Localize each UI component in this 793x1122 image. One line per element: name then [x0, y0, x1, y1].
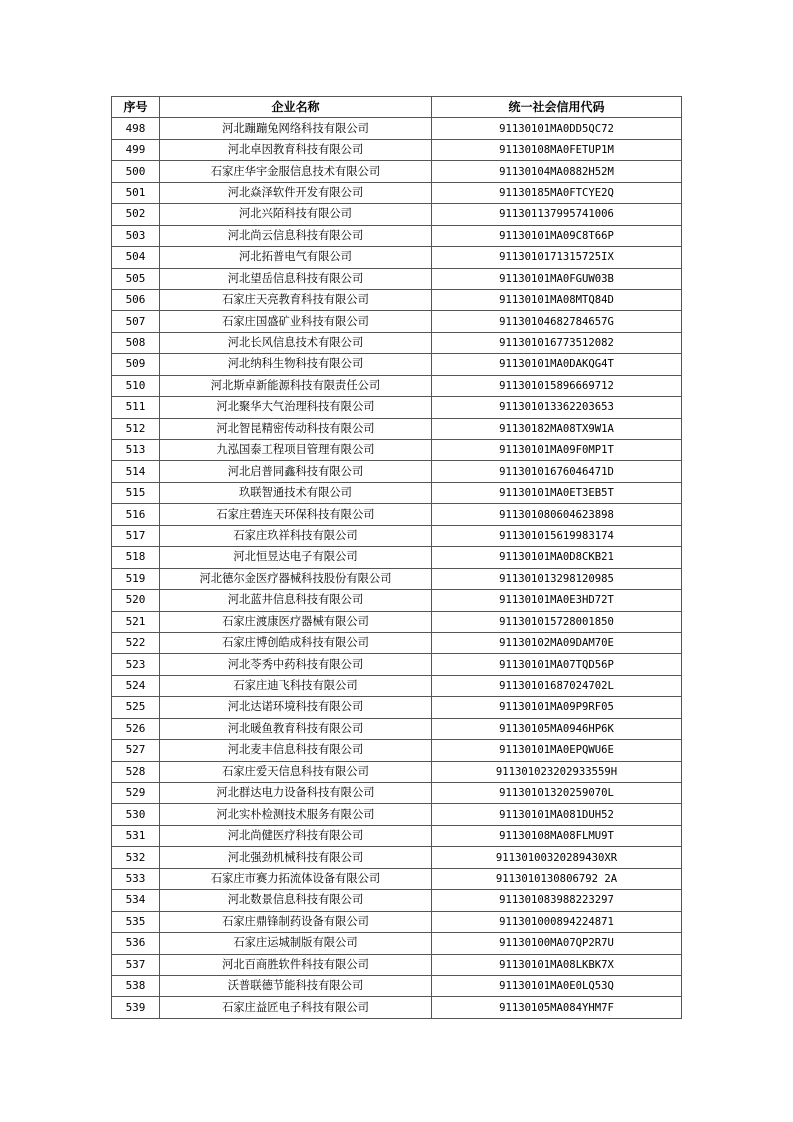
credit-code-cell: 911301015728001850 [432, 611, 682, 632]
serial-number-cell: 500 [112, 161, 160, 182]
table-row [112, 161, 682, 182]
company-name-cell: 石家庄渡康医疗器械有限公司 [160, 611, 432, 632]
credit-code-cell: 9113010171315725IX [432, 247, 682, 268]
serial-number-cell: 530 [112, 804, 160, 825]
serial-number-cell: 539 [112, 997, 160, 1018]
table-row [112, 654, 682, 675]
table-row [112, 461, 682, 482]
credit-code-cell: 91130101MA081DUH52 [432, 804, 682, 825]
company-name-cell: 河北蹦蹦兔网络科技有限公司 [160, 118, 432, 139]
serial-number-cell: 523 [112, 654, 160, 675]
table-row [112, 182, 682, 203]
company-name-cell: 河北尚健医疗科技有限公司 [160, 825, 432, 846]
company-name-cell: 河北蓝井信息科技有限公司 [160, 590, 432, 611]
table-row [112, 247, 682, 268]
table-row [112, 504, 682, 525]
company-name-cell: 河北群达电力设备科技有限公司 [160, 783, 432, 804]
serial-number-cell: 514 [112, 461, 160, 482]
table-row [112, 761, 682, 782]
credit-code-cell: 91130101MA0D8CKB21 [432, 547, 682, 568]
company-registry-table [111, 96, 682, 1019]
serial-number-cell: 537 [112, 954, 160, 975]
serial-number-cell: 521 [112, 611, 160, 632]
table-row [112, 611, 682, 632]
company-name-cell: 河北暖鱼教育科技有限公司 [160, 718, 432, 739]
table-row [112, 311, 682, 332]
serial-number-cell: 529 [112, 783, 160, 804]
company-name-cell: 河北苓秀中药科技有限公司 [160, 654, 432, 675]
company-name-cell: 河北聚华大气治理科技有限公司 [160, 397, 432, 418]
credit-code-cell: 9113010130806792 2A [432, 868, 682, 889]
serial-number-cell: 532 [112, 847, 160, 868]
company-name-cell: 石家庄市赛力拓流体设备有限公司 [160, 868, 432, 889]
serial-number-cell: 515 [112, 482, 160, 503]
table-row [112, 568, 682, 589]
credit-code-cell: 91130101MA08MTQ84D [432, 289, 682, 310]
company-name-cell: 河北长风信息技术有限公司 [160, 332, 432, 353]
company-name-cell: 石家庄益匠电子科技有限公司 [160, 997, 432, 1018]
credit-code-cell: 91130101MA07TQD56P [432, 654, 682, 675]
serial-number-cell: 513 [112, 440, 160, 461]
serial-number-cell: 520 [112, 590, 160, 611]
company-name-cell: 石家庄运城制版有限公司 [160, 933, 432, 954]
credit-code-cell: 911301016773512082 [432, 332, 682, 353]
table-row [112, 440, 682, 461]
company-name-cell: 石家庄博创皓成科技有限公司 [160, 632, 432, 653]
table-header-row [112, 97, 682, 118]
credit-code-cell: 91130100320289430XR [432, 847, 682, 868]
company-name-cell: 石家庄鼎锋制药设备有限公司 [160, 911, 432, 932]
serial-number-cell: 534 [112, 890, 160, 911]
company-name-cell: 河北实朴检测技术服务有限公司 [160, 804, 432, 825]
serial-number-cell: 510 [112, 375, 160, 396]
credit-code-cell: 911301080604623898 [432, 504, 682, 525]
table-row [112, 697, 682, 718]
credit-code-cell: 91130101676046471D [432, 461, 682, 482]
company-name-cell: 河北纳科生物科技有限公司 [160, 354, 432, 375]
table-row [112, 675, 682, 696]
header-credit-code: 统一社会信用代码 [432, 97, 682, 118]
table-row [112, 868, 682, 889]
company-name-cell: 河北百商胜软件科技有限公司 [160, 954, 432, 975]
credit-code-cell: 91130101320259070L [432, 783, 682, 804]
company-name-cell: 河北拓普电气有限公司 [160, 247, 432, 268]
credit-code-cell: 91130100MA07QP2R7U [432, 933, 682, 954]
table-row [112, 418, 682, 439]
credit-code-cell: 911301013362203653 [432, 397, 682, 418]
credit-code-cell: 91130105MA0946HP6K [432, 718, 682, 739]
serial-number-cell: 527 [112, 740, 160, 761]
company-name-cell: 河北数景信息科技有限公司 [160, 890, 432, 911]
table-row [112, 482, 682, 503]
table-row [112, 139, 682, 160]
serial-number-cell: 526 [112, 718, 160, 739]
credit-code-cell: 91130101MA0E0LQ53Q [432, 975, 682, 996]
credit-code-cell: 911301015896669712 [432, 375, 682, 396]
table-row [112, 975, 682, 996]
company-name-cell: 河北焱泽软件开发有限公司 [160, 182, 432, 203]
table-row [112, 268, 682, 289]
credit-code-cell: 911301015619983174 [432, 525, 682, 546]
table-row [112, 804, 682, 825]
table-row [112, 997, 682, 1018]
credit-code-cell: 91130102MA09DAM70E [432, 632, 682, 653]
credit-code-cell: 911301013298120985 [432, 568, 682, 589]
serial-number-cell: 519 [112, 568, 160, 589]
credit-code-cell: 91130105MA084YHM7F [432, 997, 682, 1018]
credit-code-cell: 91130101MA0E3HD72T [432, 590, 682, 611]
credit-code-cell: 91130101687024702L [432, 675, 682, 696]
table-row [112, 225, 682, 246]
credit-code-cell: 91130101MA09C8T66P [432, 225, 682, 246]
table-row [112, 911, 682, 932]
company-name-cell: 石家庄迪飞科技有限公司 [160, 675, 432, 696]
serial-number-cell: 531 [112, 825, 160, 846]
credit-code-cell: 91130108MA08FLMU9T [432, 825, 682, 846]
credit-code-cell: 91130101MA0ET3EB5T [432, 482, 682, 503]
credit-code-cell: 91130104MA0882H52M [432, 161, 682, 182]
serial-number-cell: 509 [112, 354, 160, 375]
table-row [112, 118, 682, 139]
serial-number-cell: 499 [112, 139, 160, 160]
serial-number-cell: 525 [112, 697, 160, 718]
table-row [112, 825, 682, 846]
table-row [112, 783, 682, 804]
table-row [112, 933, 682, 954]
credit-code-cell: 91130185MA0FTCYE2Q [432, 182, 682, 203]
company-name-cell: 九泓国泰工程项目管理有限公司 [160, 440, 432, 461]
serial-number-cell: 518 [112, 547, 160, 568]
company-name-cell: 河北智昆精密传动科技有限公司 [160, 418, 432, 439]
table-row [112, 289, 682, 310]
serial-number-cell: 528 [112, 761, 160, 782]
serial-number-cell: 505 [112, 268, 160, 289]
company-name-cell: 河北卓因教育科技有限公司 [160, 139, 432, 160]
table-row [112, 397, 682, 418]
credit-code-cell: 911301023202933559H [432, 761, 682, 782]
serial-number-cell: 503 [112, 225, 160, 246]
table-row [112, 525, 682, 546]
company-name-cell: 石家庄碧连天环保科技有限公司 [160, 504, 432, 525]
credit-code-cell: 91130101MA0DD5QC72 [432, 118, 682, 139]
credit-code-cell: 91130101MA09F0MP1T [432, 440, 682, 461]
company-name-cell: 沃普联德节能科技有限公司 [160, 975, 432, 996]
table-row [112, 890, 682, 911]
company-name-cell: 河北斯卓新能源科技有限责任公司 [160, 375, 432, 396]
header-serial-number: 序号 [112, 97, 160, 118]
table-row [112, 204, 682, 225]
table-row [112, 354, 682, 375]
table-row [112, 847, 682, 868]
company-name-cell: 河北恒昱达电子有限公司 [160, 547, 432, 568]
company-name-cell: 玖联智通技术有限公司 [160, 482, 432, 503]
serial-number-cell: 507 [112, 311, 160, 332]
company-name-cell: 河北强劲机械科技有限公司 [160, 847, 432, 868]
company-name-cell: 石家庄玖祥科技有限公司 [160, 525, 432, 546]
company-name-cell: 石家庄爱天信息科技有限公司 [160, 761, 432, 782]
company-name-cell: 石家庄天亮教育科技有限公司 [160, 289, 432, 310]
company-name-cell: 石家庄国盛矿业科技有限公司 [160, 311, 432, 332]
serial-number-cell: 504 [112, 247, 160, 268]
table-row [112, 740, 682, 761]
credit-code-cell: 91130101MA0FGUW03B [432, 268, 682, 289]
company-name-cell: 河北德尔金医疗器械科技股份有限公司 [160, 568, 432, 589]
credit-code-cell: 91130101MA0EPQWU6E [432, 740, 682, 761]
table-row [112, 590, 682, 611]
credit-code-cell: 91130108MA0FETUP1M [432, 139, 682, 160]
serial-number-cell: 536 [112, 933, 160, 954]
serial-number-cell: 506 [112, 289, 160, 310]
serial-number-cell: 498 [112, 118, 160, 139]
company-name-cell: 河北启普同鑫科技有限公司 [160, 461, 432, 482]
company-name-cell: 河北达诺环境科技有限公司 [160, 697, 432, 718]
serial-number-cell: 533 [112, 868, 160, 889]
credit-code-cell: 911301137995741006 [432, 204, 682, 225]
serial-number-cell: 516 [112, 504, 160, 525]
serial-number-cell: 522 [112, 632, 160, 653]
credit-code-cell: 91130104682784657G [432, 311, 682, 332]
credit-code-cell: 91130101MA08LKBK7X [432, 954, 682, 975]
table-row [112, 375, 682, 396]
serial-number-cell: 517 [112, 525, 160, 546]
company-name-cell: 石家庄华宇金服信息技术有限公司 [160, 161, 432, 182]
table-row [112, 547, 682, 568]
table-row [112, 632, 682, 653]
company-name-cell: 河北尚云信息科技有限公司 [160, 225, 432, 246]
credit-code-cell: 911301000894224871 [432, 911, 682, 932]
serial-number-cell: 508 [112, 332, 160, 353]
serial-number-cell: 502 [112, 204, 160, 225]
serial-number-cell: 538 [112, 975, 160, 996]
table-row [112, 954, 682, 975]
table-row [112, 332, 682, 353]
credit-code-cell: 91130101MA0DAKQG4T [432, 354, 682, 375]
table-row [112, 718, 682, 739]
company-name-cell: 河北麦丰信息科技有限公司 [160, 740, 432, 761]
serial-number-cell: 501 [112, 182, 160, 203]
company-name-cell: 河北望岳信息科技有限公司 [160, 268, 432, 289]
serial-number-cell: 535 [112, 911, 160, 932]
serial-number-cell: 511 [112, 397, 160, 418]
credit-code-cell: 91130101MA09P9RF05 [432, 697, 682, 718]
credit-code-cell: 91130182MA08TX9W1A [432, 418, 682, 439]
header-company-name: 企业名称 [160, 97, 432, 118]
serial-number-cell: 524 [112, 675, 160, 696]
credit-code-cell: 911301083988223297 [432, 890, 682, 911]
company-name-cell: 河北兴陌科技有限公司 [160, 204, 432, 225]
serial-number-cell: 512 [112, 418, 160, 439]
